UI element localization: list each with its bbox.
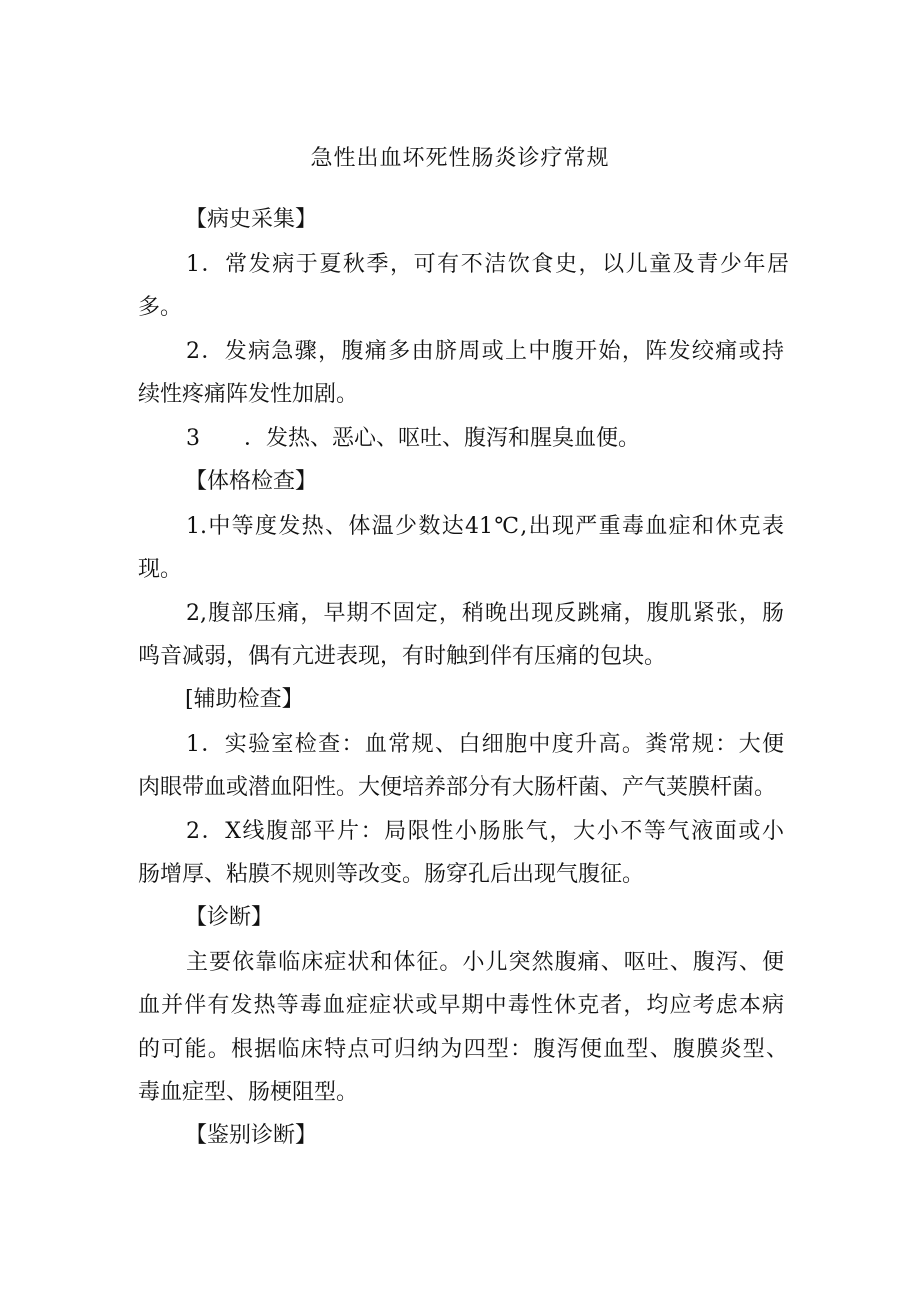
section-heading-differential: 【鉴别诊断】 — [185, 1123, 318, 1148]
diagnosis-line-1: 主要依靠临床症状和体征。小儿突然腹痛、呕吐、腹泻、便 — [186, 950, 784, 975]
history-item-2-line-2: 续性疼痛阵发性加剧。 — [138, 382, 359, 407]
auxiliary-item-2-line-1: 2．X线腹部平片：局限性小肠胀气，大小不等气液面或小 — [186, 819, 784, 844]
page-title: 急性出血坏死性肠炎诊疗常规 — [310, 146, 610, 171]
history-item-3: 3 ．发热、恶心、呕吐、腹泻和腥臭血便。 — [186, 426, 640, 451]
diagnosis-line-4: 毒血症型、肠梗阻型。 — [138, 1080, 359, 1105]
section-heading-auxiliary: [辅助检查】 — [185, 687, 304, 712]
physical-item-2-line-2: 鸣音减弱，偶有亢进表现，有时触到伴有压痛的包块。 — [138, 644, 667, 669]
history-item-2-line-1: 2．发病急骤，腹痛多由脐周或上中腹开始，阵发绞痛或持 — [186, 339, 784, 364]
history-item-1-line-1: 1．常发病于夏秋季，可有不洁饮食史，以儿童及青少年居 — [186, 252, 789, 277]
section-heading-physical: 【体格检查】 — [185, 469, 318, 494]
section-heading-history: 【病史采集】 — [185, 207, 318, 232]
section-heading-diagnosis: 【诊断】 — [185, 905, 274, 930]
history-item-1-line-2: 多。 — [138, 295, 183, 320]
auxiliary-item-2-line-2: 肠增厚、粘膜不规则等改变。肠穿孔后出现气腹征。 — [138, 862, 645, 887]
diagnosis-line-2: 血并伴有发热等毒血症症状或早期中毒性休克者，均应考虑本病 — [138, 993, 784, 1018]
auxiliary-item-1-line-2: 肉眼带血或潜血阳性。大便培养部分有大肠杆菌、产气荚膜杆菌。 — [138, 775, 777, 800]
physical-item-1-line-1: 1.中等度发热、体温少数达41℃,出现严重毒血症和休克表 — [186, 514, 784, 539]
physical-item-1-line-2: 现。 — [138, 557, 183, 582]
diagnosis-line-3: 的可能。根据临床特点可归纳为四型：腹泻便血型、腹膜炎型、 — [138, 1037, 788, 1062]
auxiliary-item-1-line-1: 1．实验室检查：血常规、白细胞中度升高。粪常规：大便 — [186, 732, 784, 757]
physical-item-2-line-1: 2,腹部压痛，早期不固定，稍晚出现反跳痛，腹肌紧张，肠 — [186, 601, 784, 626]
